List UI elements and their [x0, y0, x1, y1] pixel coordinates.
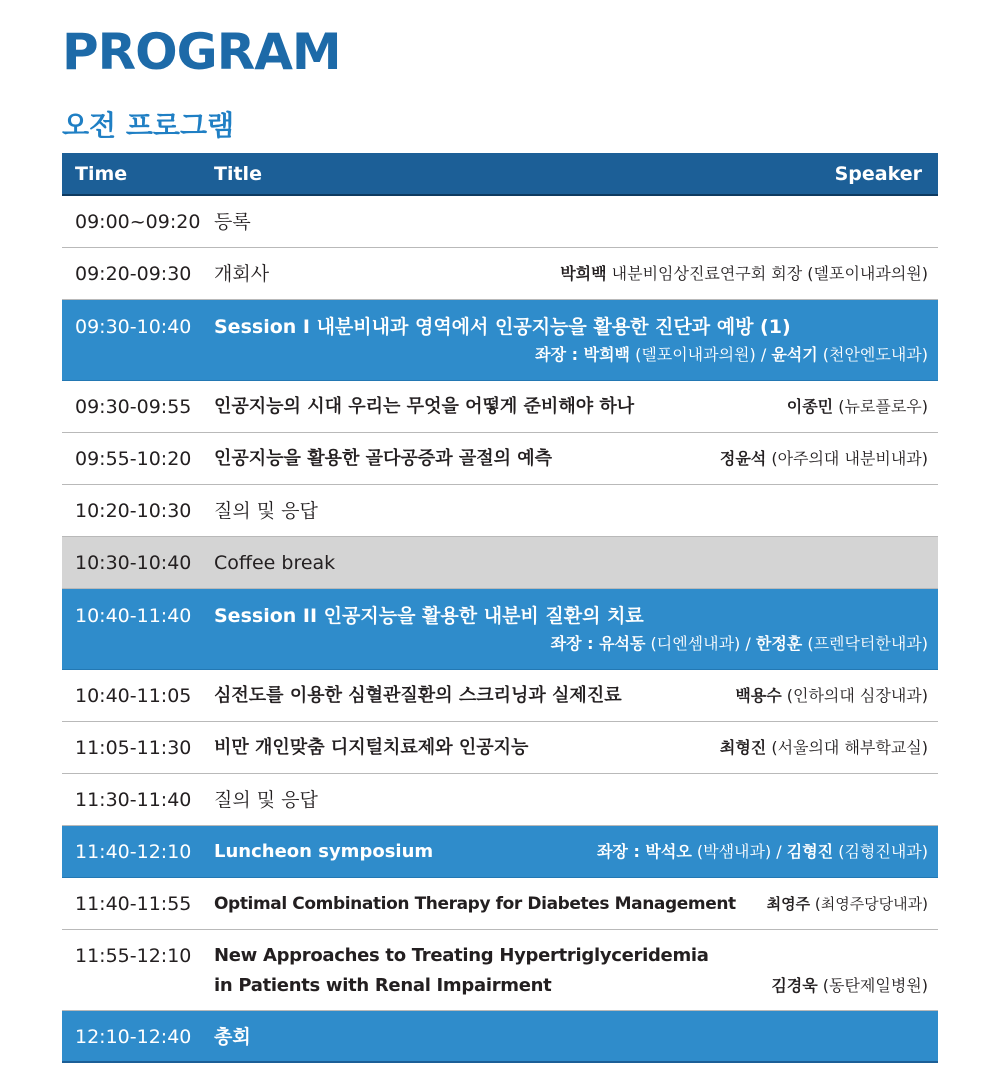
page-title: PROGRAM — [62, 23, 341, 81]
row-speaker — [771, 974, 928, 998]
row-title: 질의 및 응답 — [214, 500, 318, 522]
row-time: 09:30-10:40 — [75, 316, 192, 338]
table-row — [62, 878, 938, 930]
chair-affiliation: (프렌닥터한내과) — [802, 634, 928, 653]
chair-affiliation: (천안엔도내과) — [817, 345, 928, 364]
chair-affiliation: (박샘내과) / — [691, 842, 787, 861]
chair-affiliation: (김형진내과) — [833, 842, 928, 861]
session-title: Luncheon symposium — [214, 841, 434, 862]
row-time: 11:55-12:10 — [75, 945, 192, 967]
chair-affiliation: (디엔셈내과) / — [645, 634, 756, 653]
column-header-time: Time — [75, 163, 128, 185]
program-table — [62, 153, 938, 1063]
speaker-name: 김경욱 — [771, 976, 818, 995]
row-title: 심전도를 이용한 심혈관질환의 스크리닝과 실제진료 — [214, 685, 622, 706]
table-row — [62, 485, 938, 537]
row-time: 12:10-12:40 — [75, 1026, 192, 1048]
table-row — [62, 196, 938, 248]
session-title: Session II 인공지능을 활용한 내분비 질환의 치료 — [214, 605, 644, 627]
section-subtitle: 오전 프로그램 — [62, 109, 235, 142]
row-title: 등록 — [214, 211, 251, 233]
chair-label: 좌장 : — [535, 345, 584, 364]
speaker-name: 백용수 — [735, 686, 782, 705]
row-time: 10:40-11:40 — [75, 605, 192, 627]
session-chairs — [535, 343, 928, 367]
chair-label: 좌장 : — [550, 634, 600, 653]
table-row — [62, 722, 938, 774]
row-title: New Approaches to Treating Hypertriglyceridemia — [214, 945, 709, 966]
chair-name: 박석오 — [645, 842, 692, 861]
session-chairs — [597, 840, 928, 864]
session-row — [62, 300, 938, 381]
row-time: 10:40-11:05 — [75, 685, 192, 707]
column-header-speaker: Speaker — [834, 163, 922, 185]
row-title: 인공지능을 활용한 골다공증과 골절의 예측 — [214, 448, 553, 469]
row-title: Optimal Combination Therapy for Diabetes Management — [214, 894, 736, 914]
row-time: 09:30-09:55 — [75, 396, 192, 418]
table-row — [62, 248, 938, 300]
coffee-break-row — [62, 537, 938, 589]
speaker-name: 이종민 — [786, 397, 834, 416]
row-speaker — [735, 684, 928, 708]
row-time: 11:40-12:10 — [75, 841, 192, 863]
row-speaker — [787, 395, 928, 419]
row-speaker — [767, 892, 928, 916]
row-time: 10:30-10:40 — [75, 552, 192, 574]
table-row — [62, 670, 938, 722]
session-chairs — [551, 632, 928, 656]
chair-affiliation: (델포이내과의원) / — [629, 345, 772, 364]
speaker-affiliation: (인하의대 심장내과) — [781, 686, 928, 705]
row-title: 인공지능의 시대 우리는 무엇을 어떻게 준비해야 하나 — [214, 396, 635, 417]
speaker-affiliation: (뉴로플로우) — [833, 397, 928, 416]
column-header-title: Title — [214, 163, 262, 185]
chair-name: 김형진 — [786, 842, 834, 861]
row-title: 개회사 — [214, 263, 270, 285]
table-row — [62, 930, 938, 1011]
row-time: 11:30-11:40 — [75, 789, 192, 811]
row-title-line2: in Patients with Renal Impairment — [214, 975, 552, 996]
table-row — [62, 433, 938, 485]
chair-name: 한정훈 — [755, 634, 803, 653]
speaker-affiliation: (서울의대 해부학교실) — [766, 738, 928, 757]
chair-label: 좌장 : — [596, 842, 646, 861]
row-speaker — [720, 736, 928, 760]
speaker-affiliation: (최영주당당내과) — [810, 895, 928, 913]
row-title: 비만 개인맞춤 디지털치료제와 인공지능 — [214, 737, 529, 758]
speaker-affiliation: (아주의대 내분비내과) — [766, 449, 928, 468]
row-time: 09:20-09:30 — [75, 263, 192, 285]
speaker-name: 박희백 — [560, 264, 607, 283]
chair-name: 유석동 — [599, 634, 646, 653]
row-title: Coffee break — [214, 552, 336, 574]
row-title: 질의 및 응답 — [214, 789, 318, 811]
session-title: 총회 — [214, 1026, 251, 1048]
row-time: 09:55-10:20 — [75, 448, 192, 470]
table-row — [62, 381, 938, 433]
row-time: 09:00~09:20 — [75, 211, 201, 233]
speaker-name: 정윤석 — [719, 449, 767, 468]
session-title: Session I 내분비내과 영역에서 인공지능을 활용한 진단과 예방 (1) — [214, 316, 791, 338]
row-speaker — [560, 262, 928, 286]
session-row — [62, 826, 938, 878]
chair-name: 윤석기 — [771, 345, 818, 364]
table-header — [62, 153, 938, 196]
row-time: 11:05-11:30 — [75, 737, 192, 759]
row-time: 11:40-11:55 — [75, 893, 192, 915]
row-speaker — [720, 447, 928, 471]
speaker-affiliation: (동탄제일병원) — [817, 976, 928, 995]
chair-name: 박희백 — [583, 345, 630, 364]
speaker-affiliation: 내분비임상진료연구회 회장 (델포이내과의원) — [606, 264, 928, 283]
session-row — [62, 589, 938, 670]
speaker-name: 최영주 — [766, 895, 811, 913]
speaker-name: 최형진 — [719, 738, 767, 757]
table-row — [62, 774, 938, 826]
row-time: 10:20-10:30 — [75, 500, 192, 522]
session-row — [62, 1011, 938, 1063]
